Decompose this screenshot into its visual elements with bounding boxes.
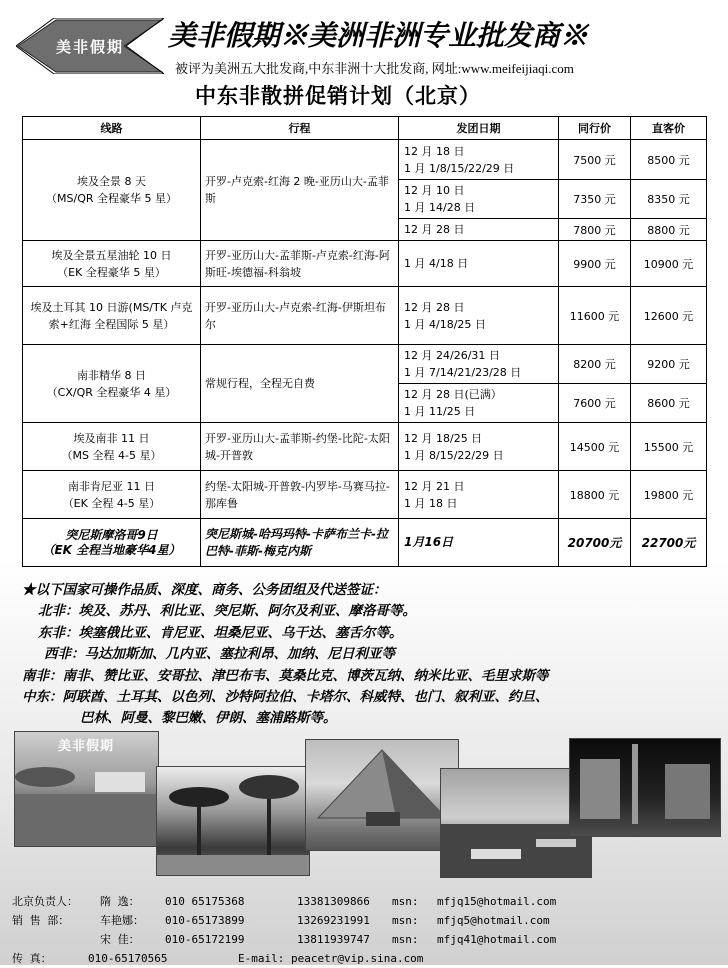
col-header-dates: 发团日期 <box>399 117 559 140</box>
direct-price: 8500 元 <box>631 140 707 180</box>
peer-price: 8200 元 <box>559 345 631 384</box>
itinerary-cell: 开罗-亚历山大-孟菲斯-卢克索-红海-阿斯旺-埃德福-科翁坡 <box>201 241 399 287</box>
logo-text: 美非假期 <box>55 37 124 56</box>
region-south-africa: 南非：南非、赞比亚、安哥拉、津巴布韦、莫桑比克、博茨瓦纳、纳米比亚、毛里求斯等 <box>22 667 549 684</box>
peer-price: 20700元 <box>559 519 631 567</box>
contact-mobile: 13269231991 <box>297 914 370 927</box>
col-header-peer-price: 同行价 <box>559 117 631 140</box>
route-name: 埃及南非 11 日 <box>73 431 150 445</box>
dates-cell <box>399 180 559 219</box>
temple-icon <box>570 739 720 836</box>
date-line: 12 月 18 日 <box>404 144 465 158</box>
brand-logo <box>16 18 164 74</box>
email-address: E-mail: peacetr@vip.sina.com <box>238 952 424 965</box>
contact-name: 宋 佳： <box>100 933 140 946</box>
date-line: 12 月 28 日 <box>404 300 465 314</box>
contact-msn-label: msn: <box>392 933 419 946</box>
contact-row <box>12 930 572 949</box>
peer-price: 7350 元 <box>559 180 631 219</box>
route-cell <box>23 345 201 423</box>
photo-palm-pool <box>156 766 310 876</box>
subline: 被评为美洲五大批发商,中东非洲十大批发商, 网址:www.meifeijiaqi.com <box>175 61 574 76</box>
direct-price: 8600 元 <box>631 384 707 423</box>
itinerary-cell: 开罗-卢克索-红海 2 晚-亚历山大-孟菲斯 <box>201 140 399 241</box>
pyramid-icon <box>306 740 458 850</box>
contact-msn-label: msn: <box>392 895 419 908</box>
region-east-africa: 东非：埃塞俄比亚、肯尼亚、坦桑尼亚、乌干达、塞舌尔等。 <box>38 624 403 641</box>
photo-pyramid <box>305 739 459 851</box>
dates-cell <box>399 384 559 423</box>
photo-caption: 美非假期 <box>58 739 115 754</box>
region-north-africa: 北非：埃及、苏丹、利比亚、突尼斯、阿尔及利亚、摩洛哥等。 <box>38 603 416 620</box>
table-row <box>23 471 707 519</box>
date-line: 12 月 21 日 <box>404 479 465 493</box>
direct-price: 19800 元 <box>631 471 707 519</box>
contact-msn: mfjq5@hotmail.com <box>437 914 550 927</box>
dates-cell: 1 月 4/18 日 <box>399 241 559 287</box>
dates-cell <box>399 287 559 345</box>
contact-mobile: 13381309866 <box>297 895 370 908</box>
dates-cell <box>399 140 559 180</box>
route-cell: 埃及土耳其 10 日游(MS/TK 卢克索+红海 全程国际 5 星） <box>23 287 201 345</box>
table-row <box>23 287 707 345</box>
table-row <box>23 519 707 567</box>
table-row <box>23 140 707 180</box>
peer-price: 11600 元 <box>559 287 631 345</box>
region-middle-east: 中东：阿联酋、土耳其、以色列、沙特阿拉伯、卡塔尔、科威特、也门、叙利亚、约旦、 <box>22 689 549 706</box>
contacts-section <box>12 892 572 968</box>
countries-section <box>22 580 722 730</box>
date-line: 1 月 4/18/25 日 <box>404 317 486 331</box>
table-row <box>23 423 707 471</box>
peer-price: 14500 元 <box>559 423 631 471</box>
date-line: 1 月 11/25 日 <box>404 405 476 418</box>
headline: 美非假期※美洲非洲专业批发商※ <box>168 19 589 52</box>
route-name: 南非精华 8 日 <box>77 368 146 382</box>
contact-phone: 010-65172199 <box>165 933 245 946</box>
dates-cell <box>399 471 559 519</box>
contact-msn-label: msn: <box>392 914 419 927</box>
dates-cell: 1月16日 <box>399 519 559 567</box>
tour-table <box>22 116 706 567</box>
col-header-direct-price: 直客价 <box>631 117 707 140</box>
region-west-africa: 西非：马达加斯加、几内亚、塞拉利昂、加纳、尼日利亚等 <box>44 646 395 663</box>
dates-cell <box>399 345 559 384</box>
contact-label: 北京负责人： <box>12 895 78 908</box>
route-class: （CX/QR 全程豪华 4 星） <box>46 385 177 399</box>
direct-price: 8350 元 <box>631 180 707 219</box>
contact-row <box>12 911 572 930</box>
route-cell <box>23 140 201 241</box>
date-line: 1 月 18 日 <box>404 496 458 510</box>
date-line: 1 月 14/28 日 <box>404 201 476 214</box>
date-line: 1 月 7/14/21/23/28 日 <box>404 366 522 379</box>
contact-phone: 010-65173899 <box>165 914 245 927</box>
itinerary-cell: 约堡-太阳城-开普敦-内罗毕-马赛马拉-那库鲁 <box>201 471 399 519</box>
table-row <box>23 345 707 384</box>
route-cell <box>23 519 201 567</box>
direct-price: 22700元 <box>631 519 707 567</box>
col-header-route: 线路 <box>23 117 201 140</box>
route-cell <box>23 471 201 519</box>
route-class: （MS 全程 4-5 星） <box>61 448 162 462</box>
date-line: 1 月 8/15/22/29 日 <box>404 448 504 462</box>
itinerary-cell: 开罗-亚历山大-卢克索-红海-伊斯坦布尔 <box>201 287 399 345</box>
route-name: 埃及全景五星油轮 10 日 <box>51 248 172 262</box>
direct-price: 9200 元 <box>631 345 707 384</box>
route-class: （EK 全程豪华 5 星） <box>57 265 166 279</box>
fax-row <box>12 949 572 968</box>
route-name: 埃及全景 8 天 <box>77 175 146 188</box>
palm-tree-icon <box>157 767 309 875</box>
peer-price: 7500 元 <box>559 140 631 180</box>
contact-row <box>12 892 572 911</box>
route-name: 突尼斯摩洛哥9日 <box>65 527 158 542</box>
region-middle-east-cont: 巴林、阿曼、黎巴嫩、伊朗、塞浦路斯等。 <box>80 710 337 727</box>
route-cell <box>23 423 201 471</box>
direct-price: 15500 元 <box>631 423 707 471</box>
page-title: 中东非散拼促销计划（北京） <box>195 84 481 108</box>
date-line: 12 月 18/25 日 <box>404 431 483 445</box>
table-row <box>23 241 707 287</box>
itinerary-cell: 开罗-亚历山大-孟菲斯-约堡-比陀-太阳城-开普敦 <box>201 423 399 471</box>
fax-number: 010-65170565 <box>88 952 168 965</box>
dates-cell <box>399 423 559 471</box>
countries-intro: ★以下国家可操作品质、深度、商务、公务团组及代送签证： <box>22 582 387 598</box>
route-class: （EK 全程 4-5 星） <box>62 496 161 510</box>
date-line: 12 月 10 日 <box>404 184 465 197</box>
contact-name: 隋 逸： <box>100 895 140 908</box>
direct-price: 8800 元 <box>631 219 707 241</box>
itinerary-cell: 常规行程，全程无自费 <box>201 345 399 423</box>
contact-mobile: 13811939747 <box>297 933 370 946</box>
itinerary-cell: 突尼斯城-哈玛玛特-卡萨布兰卡-拉巴特-菲斯-梅克内斯 <box>201 519 399 567</box>
date-line: 12 月 24/26/31 日 <box>404 349 500 362</box>
route-cell <box>23 241 201 287</box>
table-header-row <box>23 117 707 140</box>
peer-price: 7600 元 <box>559 384 631 423</box>
fax-label: 传 真： <box>12 952 52 965</box>
date-line: 12 月 28 日(已满） <box>404 388 502 401</box>
direct-price: 10900 元 <box>631 241 707 287</box>
direct-price: 12600 元 <box>631 287 707 345</box>
contact-name: 车艳娜： <box>100 914 144 927</box>
col-header-itinerary: 行程 <box>201 117 399 140</box>
date-line: 1 月 1/8/15/22/29 日 <box>404 161 515 175</box>
route-name: 南非肯尼亚 11 日 <box>68 479 155 493</box>
peer-price: 18800 元 <box>559 471 631 519</box>
peer-price: 7800 元 <box>559 219 631 241</box>
contact-label: 销 售 部： <box>12 914 70 927</box>
contact-msn: mfjq41@hotmail.com <box>437 933 557 946</box>
peer-price: 9900 元 <box>559 241 631 287</box>
route-class: （MS/QR 全程豪华 5 星） <box>46 192 177 205</box>
dates-cell: 12 月 28 日 <box>399 219 559 241</box>
contact-phone: 010 65175368 <box>165 895 245 908</box>
route-class: （EK 全程当地豪华4星） <box>42 542 181 557</box>
photo-temple-night <box>569 738 721 837</box>
contact-msn: mfjq15@hotmail.com <box>437 895 557 908</box>
